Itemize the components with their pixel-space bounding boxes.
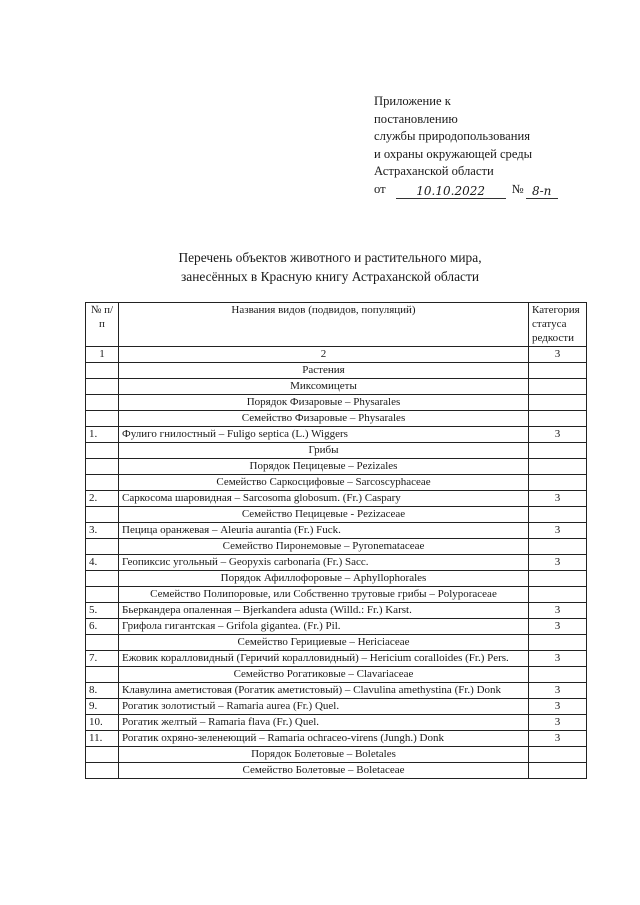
taxon-group-row xyxy=(86,507,587,523)
empty-cell xyxy=(86,587,119,603)
taxon-group-name: Семейство Пиронемовые – Pyronemataceae xyxy=(119,539,529,555)
taxon-group-name: Семейство Герициевые – Hericiaceae xyxy=(119,635,529,651)
red-book-table xyxy=(85,302,587,779)
title-line-1: Перечень объектов животного и растительного мира, xyxy=(178,250,482,265)
empty-cell xyxy=(529,363,587,379)
index-cell: 3 xyxy=(529,347,587,363)
species-number: 10. xyxy=(86,715,119,731)
table-body xyxy=(86,363,587,779)
header-species-name: Названия видов (подвидов, популяций) xyxy=(119,303,529,347)
species-category: 3 xyxy=(529,491,587,507)
species-category: 3 xyxy=(529,683,587,699)
taxon-group-row xyxy=(86,667,587,683)
taxon-group-row xyxy=(86,539,587,555)
species-row xyxy=(86,523,587,539)
species-name: Рогатик желтый – Ramaria flava (Fr.) Quel. xyxy=(119,715,529,731)
appendix-line: и охраны окружающей среды xyxy=(374,146,533,161)
species-name: Саркосома шаровидная – Sarcosoma globosum. (Fr.) Caspary xyxy=(119,491,529,507)
species-row xyxy=(86,427,587,443)
empty-cell xyxy=(529,443,587,459)
species-number: 6. xyxy=(86,619,119,635)
species-row xyxy=(86,731,587,747)
empty-cell xyxy=(86,379,119,395)
empty-cell xyxy=(86,475,119,491)
section-heading: Растения xyxy=(119,363,529,379)
title-line-2: занесённых в Красную книгу Астраханской области xyxy=(180,269,479,284)
empty-cell xyxy=(529,763,587,779)
species-category: 3 xyxy=(529,555,587,571)
species-category: 3 xyxy=(529,699,587,715)
empty-cell xyxy=(86,411,119,427)
empty-cell xyxy=(86,507,119,523)
taxon-group-name: Порядок Пецицевые – Pezizales xyxy=(119,459,529,475)
appendix-line: службы природопользования xyxy=(374,129,531,144)
species-number: 4. xyxy=(86,555,119,571)
empty-cell xyxy=(86,443,119,459)
taxon-group-name: Семейство Рогатиковые – Clavariaceae xyxy=(119,667,529,683)
taxon-group-row xyxy=(86,635,587,651)
taxon-group-row xyxy=(86,475,587,491)
species-row xyxy=(86,683,587,699)
taxon-group-name: Порядок Физаровые – Physarales xyxy=(119,395,529,411)
species-category: 3 xyxy=(529,651,587,667)
taxon-group-row xyxy=(86,747,587,763)
section-heading: Грибы xyxy=(119,443,529,459)
resolution-date-line xyxy=(374,181,614,199)
taxon-group-row xyxy=(86,411,587,427)
index-cell: 1 xyxy=(86,347,119,363)
empty-cell xyxy=(529,747,587,763)
species-number: 7. xyxy=(86,651,119,667)
section-heading-row xyxy=(86,443,587,459)
species-row xyxy=(86,491,587,507)
species-number: 11. xyxy=(86,731,119,747)
section-heading-row xyxy=(86,363,587,379)
taxon-group-name: Семейство Пецицевые - Pezizaceae xyxy=(119,507,529,523)
empty-cell xyxy=(529,411,587,427)
species-category: 3 xyxy=(529,715,587,731)
empty-cell xyxy=(86,395,119,411)
taxon-group-name: Семейство Болетовые – Boletaceae xyxy=(119,763,529,779)
taxon-group-row xyxy=(86,571,587,587)
species-category: 3 xyxy=(529,731,587,747)
empty-cell xyxy=(529,395,587,411)
species-category: 3 xyxy=(529,523,587,539)
taxon-group-name: Порядок Афиллофоровые – Aphyllophorales xyxy=(119,571,529,587)
species-number: 1. xyxy=(86,427,119,443)
empty-cell xyxy=(529,475,587,491)
taxon-group-row xyxy=(86,395,587,411)
empty-cell xyxy=(86,571,119,587)
species-name: Пецица оранжевая – Aleuria aurantia (Fr.) Fuck. xyxy=(119,523,529,539)
species-row xyxy=(86,555,587,571)
species-row xyxy=(86,619,587,635)
taxon-group-name: Семейство Саркосцифовые – Sarcoscyphaceae xyxy=(119,475,529,491)
species-name: Грифола гигантская – Grifola gigantea. (Fr.) Pil. xyxy=(119,619,529,635)
empty-cell xyxy=(529,587,587,603)
table-header-row xyxy=(86,303,587,347)
appendix-line: Приложение к xyxy=(374,94,451,108)
appendix-line: постановлению xyxy=(374,111,458,126)
number-label: № xyxy=(511,181,524,196)
taxon-group-name: Семейство Полипоровые, или Собственно трутовые грибы – Polyporaceae xyxy=(119,587,529,603)
species-row xyxy=(86,651,587,667)
taxon-group-row xyxy=(86,459,587,475)
header-category: Категория статуса редкости xyxy=(529,303,587,347)
empty-cell xyxy=(86,459,119,475)
handwritten-number: 8-п xyxy=(526,184,558,199)
header-number: № п/п xyxy=(86,303,119,347)
species-category: 3 xyxy=(529,603,587,619)
empty-cell xyxy=(529,459,587,475)
empty-cell xyxy=(529,539,587,555)
species-row xyxy=(86,699,587,715)
species-row xyxy=(86,603,587,619)
section-heading: Миксомицеты xyxy=(119,379,529,395)
species-name: Ежовик коралловидный (Геричий коралловидный) – Hericium coralloides (Fr.) Pers. xyxy=(119,651,529,667)
empty-cell xyxy=(529,507,587,523)
species-category: 3 xyxy=(529,619,587,635)
species-number: 3. xyxy=(86,523,119,539)
empty-cell xyxy=(86,667,119,683)
species-number: 9. xyxy=(86,699,119,715)
date-prefix: от xyxy=(374,181,386,196)
species-number: 5. xyxy=(86,603,119,619)
empty-cell xyxy=(86,747,119,763)
index-cell: 2 xyxy=(119,347,529,363)
appendix-block xyxy=(374,93,614,199)
species-name: Клавулина аметистовая (Рогатик аметистовый) – Clavulina amethystina (Fr.) Donk xyxy=(119,683,529,699)
species-number: 2. xyxy=(86,491,119,507)
section-heading-row xyxy=(86,379,587,395)
species-category: 3 xyxy=(529,427,587,443)
taxon-group-name: Порядок Болетовые – Boletales xyxy=(119,747,529,763)
species-name: Бьеркандера опаленная – Bjerkandera adusta (Willd.: Fr.) Karst. xyxy=(119,603,529,619)
species-name: Рогатик золотистый – Ramaria aurea (Fr.) Quel. xyxy=(119,699,529,715)
empty-cell xyxy=(529,667,587,683)
species-name: Фулиго гнилостный – Fuligo septica (L.) Wiggers xyxy=(119,427,529,443)
table-index-row xyxy=(86,347,587,363)
empty-cell xyxy=(86,539,119,555)
species-name: Геопиксис угольный – Geopyxis carbonaria (Fr.) Sacc. xyxy=(119,555,529,571)
empty-cell xyxy=(529,571,587,587)
empty-cell xyxy=(86,635,119,651)
handwritten-date: 10.10.2022 xyxy=(396,184,506,199)
empty-cell xyxy=(86,363,119,379)
taxon-group-row xyxy=(86,763,587,779)
appendix-line: Астраханской области xyxy=(374,164,494,179)
species-number: 8. xyxy=(86,683,119,699)
species-row xyxy=(86,715,587,731)
empty-cell xyxy=(529,379,587,395)
document-title xyxy=(110,248,550,286)
taxon-group-row xyxy=(86,587,587,603)
taxon-group-name: Семейство Физаровые – Physarales xyxy=(119,411,529,427)
species-name: Рогатик охряно-зеленеющий – Ramaria ochraceo-virens (Jungh.) Donk xyxy=(119,731,529,747)
empty-cell xyxy=(529,635,587,651)
empty-cell xyxy=(86,763,119,779)
